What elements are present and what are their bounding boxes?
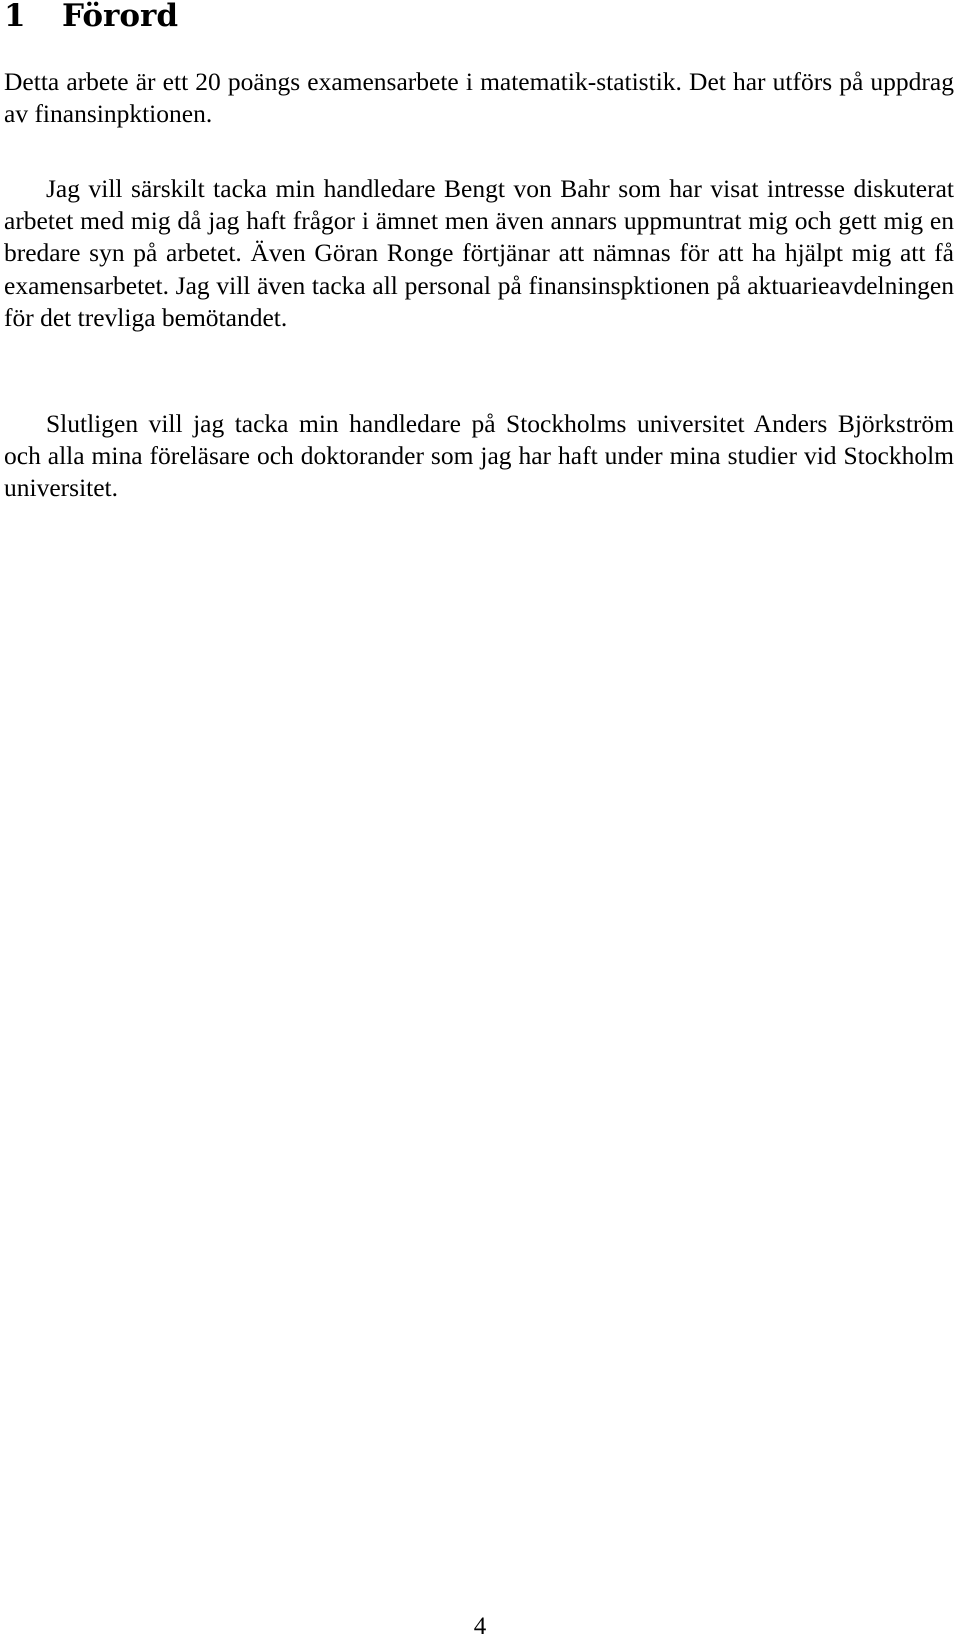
paragraph-intro: Detta arbete är ett 20 poängs examensarbete i matematik-statistik. Det har utförs på uppdrag av finansinpktionen. [4, 67, 954, 129]
section-title: Förord [62, 0, 179, 34]
section-number: 1 [4, 0, 26, 34]
page-number: 4 [473, 1613, 487, 1640]
paragraph-closing: Slutligen vill jag tacka min handledare på Stockholms universitet Anders Björkström och alla mina föreläsare och doktorander som jag har haft under mina studier vid Stockholm universitet. [4, 409, 954, 503]
section-heading [4, 0, 178, 36]
paragraph-acknowledgements: Jag vill särskilt tacka min handledare Bengt von Bahr som har visat intresse diskuterat arbetet med mig då jag haft frågor i ämnet men även annars uppmuntrat mig och gett mig en bredare syn på arbetet. Även Göran Ronge förtjänar att nämnas för att ha hjälpt mig att få examensarbetet. Jag vill även tacka all personal på finansinspktionen på aktuarieavdelningen för det trevliga bemötandet. [4, 174, 954, 332]
